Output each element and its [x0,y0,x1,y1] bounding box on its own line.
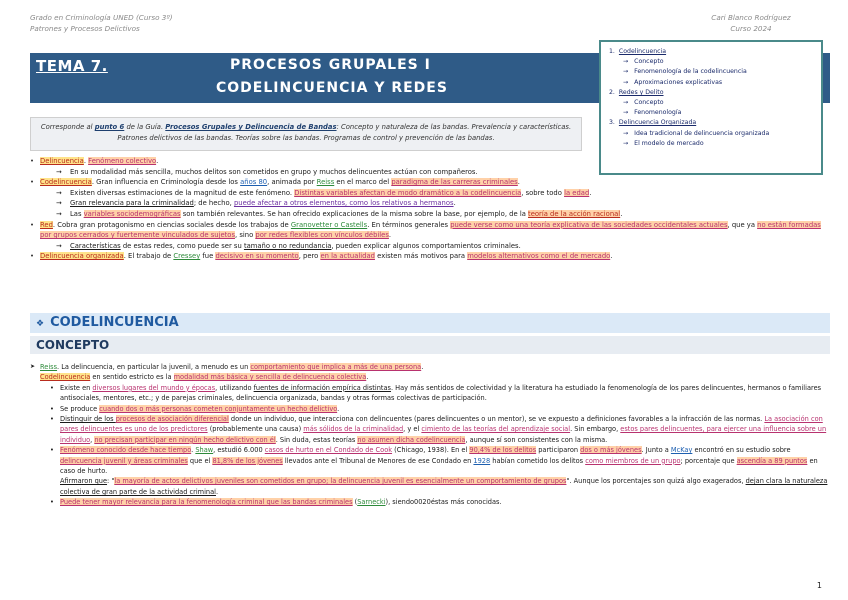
list-subitem [30,167,830,178]
arrow-icon: → [623,58,631,66]
toc-label: Idea tradicional de delincuencia organizada [634,129,770,137]
term: dejan clara la naturaleza colectiva de gran parte de la actividad criminal [60,477,828,496]
list-subitem: Afirmaron que: "la mayoría de actos delictivos juveniles son cometidos en grupo; la delincuencia juvenil es esencialmente un comportamiento de grupos". Aunque los porcentajes son quizá algo exagerados, dejan clara la naturaleza colectiva de gran parte de la actividad criminal. [60,477,828,496]
toc-subitem[interactable] [607,98,815,108]
list-item: Codelincuencia en sentido estricto es la modalidad más básica y sencilla de delincuencia colectiva. [40,373,369,382]
header-right [676,12,826,34]
term: fuentes de información empírica distintas [253,383,391,392]
term: puede verse como una teoría explicativa de las sociedades occidentales actuales [450,220,728,229]
abstract-text: Corresponde al [40,123,95,131]
text: . [191,446,196,455]
toc-label: Fenomenología [634,109,682,117]
list-item: • Delincuencia. Fenómeno colectivo. [30,156,830,167]
subsection-title: CONCEPTO [36,338,110,352]
text: habían cometido los delitos [490,456,586,465]
term: Puede tener mayor relevancia para la fenomenología criminal que las bandas criminales [60,498,353,507]
text: , animada por [267,178,317,187]
term: la mayoría de actos delictivos juveniles son cometidos en grupo; la delincuencia juvenil es esencialmente un comportamiento de grupos [114,477,567,486]
text: . Hay más sentidos de colectividad y la literatura ha estudiado la fenomenología de los pares delincuentes, hermanos o familiares antisociales, mentores, etc.; y de parejas criminales, delincuencia organizada, bandas y otras formas colectivas de participación. [60,383,822,403]
toc-subitem[interactable] [607,139,815,149]
text: en sentido estricto es la [90,373,174,382]
toc-subitem[interactable] [607,108,815,118]
term: Reiss [40,363,58,371]
toc-subitem[interactable] [607,57,815,67]
term: Distintas variables afectan de modo dramático a la codelincuencia [294,188,522,197]
list-subitem [30,241,830,252]
list-item: • Delincuencia organizada. El trabajo de Cressey fue decisivo en su momento, pero en la actualidad existen más motivos para modelos alternativos como el de mercado. [30,251,830,262]
term: delincuencia juvenil y áreas criminales [60,456,188,465]
title-line-1: PROCESOS GRUPALES I [230,57,431,73]
subsection-heading [30,336,830,354]
text: , utilizando [215,383,254,392]
text: Existen diversas estimaciones de la magnitud de este fenómeno. [70,188,295,197]
section-heading [30,313,830,333]
text: , y el [403,425,422,434]
toc-label: Codelincuencia [618,48,667,55]
toc-item[interactable] [607,47,815,57]
term: Delincuencia [40,157,84,165]
term: modalidad más básica y sencilla de delincuencia colectiva [173,373,367,382]
diamond-icon: ❖ [36,319,45,329]
term: Gran relevancia para la criminalidad [70,199,194,208]
text: : " [107,477,115,486]
toc-item[interactable] [607,88,815,98]
term: puede afectar a otros elementos, como los relativos a hermanos [233,199,454,208]
term: 90,4% de los delitos [469,446,537,455]
toc-label: El modelo de mercado [634,139,704,147]
year-line: Curso 2024 [730,24,772,33]
toc-item[interactable] [607,118,815,128]
punto-link: punto 6 [94,123,125,131]
term: Codelincuencia [40,178,92,187]
header-left [30,12,173,34]
author-line: Cari Blanco Rodríguez [711,13,791,22]
term: Sarnecki [357,498,386,507]
concepto-content [30,362,830,508]
arrow-icon: → [623,99,631,107]
intro-list [30,156,830,262]
term: 81,8% de los jóvenes [212,456,283,465]
text: ; de hecho, [193,199,234,208]
term: Afirmaron que [60,477,108,486]
toc-label: Aproximaciones explicativas [634,78,723,86]
guide-title: Procesos Grupales y Delincuencia de Bandas [165,123,337,131]
text: Las [70,209,84,218]
text: , [90,435,95,444]
term: Shaw [195,446,214,455]
list-subitem: → Gran relevancia para la criminalidad; de hecho, puede afectar a otros elementos, como los relativos a hermanos. [30,198,830,209]
list-subitem [30,383,830,404]
text: encontró en su estudio sobre [692,446,791,455]
abstract-box [30,117,582,151]
term: procesos de asociación diferencial [115,415,229,424]
term: ascendía a 89 puntos [736,456,808,465]
term: años 80 [240,178,268,187]
term: no precisan participar en ningún hecho delictivo con él [94,435,276,444]
text: . El trabajo de [123,252,174,261]
toc-subitem[interactable] [607,78,815,88]
term: Red [40,220,53,229]
text: . Gran influencia en Criminología desde los [91,178,241,187]
text: que el [187,456,213,465]
term: variables sociodemográficas [83,209,181,218]
term: tamaño o no redundancia [243,241,332,250]
text: Existe en [60,383,93,392]
term: cuando dos o más personas cometen conjuntamente un hecho delictivo [99,404,338,413]
text: ; porcentaje que [680,456,737,465]
text: ". Aunque los porcentajes son quizá algo exagerados, [566,477,746,486]
term: teoría de la acción racional [528,209,621,218]
text: . Cobra gran protagonismo en ciencias sociales desde los trabajos de [52,220,291,229]
term: Fenómeno conocido desde hace tiempo [60,446,192,455]
term: Delincuencia organizada [40,252,124,261]
term: en la actualidad [320,252,375,261]
text: , estudió 6.000 [213,446,265,455]
term: la edad [564,188,590,197]
text: , aunque sí son consistentes con la misma. [465,435,608,444]
text: , que ya [727,220,758,229]
text: existen más motivos para [374,252,468,261]
subject-line: Patrones y Procesos Delictivos [30,24,140,33]
title-line-2: CODELINCUENCIA Y REDES [216,80,448,96]
term: dos o más jóvenes [580,446,642,455]
list-subitem: → Las variables sociodemográficas son también relevantes. Se han ofrecido explicaciones de la misma sobre la base, por ejemplo, de la teoría de la acción racional. [30,209,830,220]
term: comportamiento que implica a más de una persona [250,363,422,371]
list-subitem [30,497,830,507]
list-subitem: • Se produce cuando dos o más personas cometen conjuntamente un hecho delictivo. [30,404,830,414]
term: modelos alternativos como el de mercado [467,252,611,261]
term: diversos lugares del mundo y épocas [92,383,216,392]
term: Fenómeno colectivo [88,157,157,165]
toc-number: 1. [609,48,615,55]
list-item: ➤ Reiss. La delincuencia, en particular la juvenil, a menudo es un comportamiento que implica a más de una persona. [30,362,830,372]
toc-label: Concepto [634,99,664,107]
arrow-icon: → [623,129,631,137]
term: por redes flexibles con vínculos débiles [255,231,389,240]
list-item: • Red. Cobra gran protagonismo en ciencias sociales desde los trabajos de Granovetter o Castells. En términos generales puede verse como una teoría explicativa de las sociedades occidentales actuales, que ya no están formadas por grupos cerrados y fuertemente vinculados de sujetos, sino por redes flexibles con vínculos débiles. [30,220,830,241]
toc-label: Fenomenología de la codelincuencia [634,68,747,76]
term: Cressey [173,252,201,261]
toc-number: 2. [609,88,615,96]
text: ( [352,498,358,507]
text: (Chicago, 1938). En el [392,446,470,455]
term: no están formadas por grupos cerrados y fuertemente vinculados de sujetos [40,220,821,240]
term: no asumen dicha codelincuencia [357,435,466,444]
arrow-icon: → [623,68,631,76]
toc-subitem[interactable] [607,67,815,77]
toc-label: Delincuencia Organizada [618,119,697,127]
text: . La delincuencia, en particular la juvenil, a menudo es un [57,363,251,371]
term: 1928 [473,456,491,465]
term: Reiss [316,178,335,187]
text: , pueden explicar algunos comportamientos criminales. [331,241,521,250]
term: estos pares delincuentes, para ejercer una influencia sobre un individuo [60,425,827,444]
term: decisivo en su momento [215,252,299,261]
text: . Sin embargo, [570,425,621,434]
toc-label: Redes y Delito [618,88,664,96]
term: como miembros de un grupo [585,456,681,465]
text: Se produce [60,404,100,413]
list-item: • Codelincuencia. Gran influencia en Criminología desde los años 80, animada por Reiss en el marco del paradigma de las carreras criminales. [30,177,830,188]
table-of-contents [599,40,823,175]
text: llevados ante el Tribunal de Menores de ese Condado en [282,456,474,465]
list-subitem [30,445,830,476]
term: más sólidos de la criminalidad [303,425,404,434]
tema-label: TEMA 7. [36,57,108,75]
toc-number: 3. [609,119,615,127]
text: En su modalidad más sencilla, muchos delitos son cometidos en grupo y muchos delincuentes actúan con compañeros. [70,167,478,176]
term: La asociación con pares delincuentes es uno de los predictores [60,415,823,434]
text: ), siendo0020éstas más conocidas. [385,498,502,507]
text: participaron [536,446,581,455]
list-subitem: → Existen diversas estimaciones de la magnitud de este fenómeno. Distintas variables afectan de modo dramático a la codelincuencia, sobre todo la edad. [30,188,830,199]
course-line: Grado en Criminología UNED (Curso 3º) [30,13,173,22]
section-title: CODELINCUENCIA [50,315,179,330]
text: de estas redes, como puede ser su [120,241,244,250]
term: paradigma de las carreras criminales [391,178,518,187]
text: , sino [235,231,256,240]
text: fue [200,252,216,261]
term: Codelincuencia [40,373,91,382]
text: (probablemente una causa) [207,425,304,434]
term: Granovetter o Castells [290,220,368,229]
term: Distinguir de los [60,415,116,424]
term: cimiento de las teorías del aprendizaje social [421,425,571,434]
list-subitem [30,414,830,445]
text: , pero [298,252,321,261]
text: , sobre todo [521,188,565,197]
text: donde un individuo, que interacciona con delincuentes (pares delincuentes o un mentor), se ve expuesto a definiciones favorables a la infracción de las normas. [228,415,765,424]
text: en caso de hurto. [60,456,818,476]
text: . En términos generales [367,220,451,229]
term: casos de hurto en el Condado de Cook [264,446,393,455]
text: son también relevantes. Se han ofrecido explicaciones de la misma sobre la base, por ejemplo, de la [180,209,529,218]
toc-subitem[interactable] [607,129,815,139]
abstract-text: de la Guía. [124,123,166,131]
text: . Sin duda, estas teorías [275,435,358,444]
arrow-icon: → [623,78,631,86]
text: en el marco del [334,178,392,187]
arrow-icon: → [623,139,631,147]
toc-label: Concepto [634,58,664,66]
term: Características [70,241,121,250]
term: McKay [670,446,693,455]
abstract-text: : Concepto y naturaleza de las bandas. Prevalencia y características. Patrones delictivos de las bandas. Teorías sobre las bandas. Programas de control y prevención de las bandas. [117,123,572,142]
page-number: 1 [816,581,822,590]
text: . Junto a [641,446,671,455]
arrow-icon: → [623,109,631,117]
